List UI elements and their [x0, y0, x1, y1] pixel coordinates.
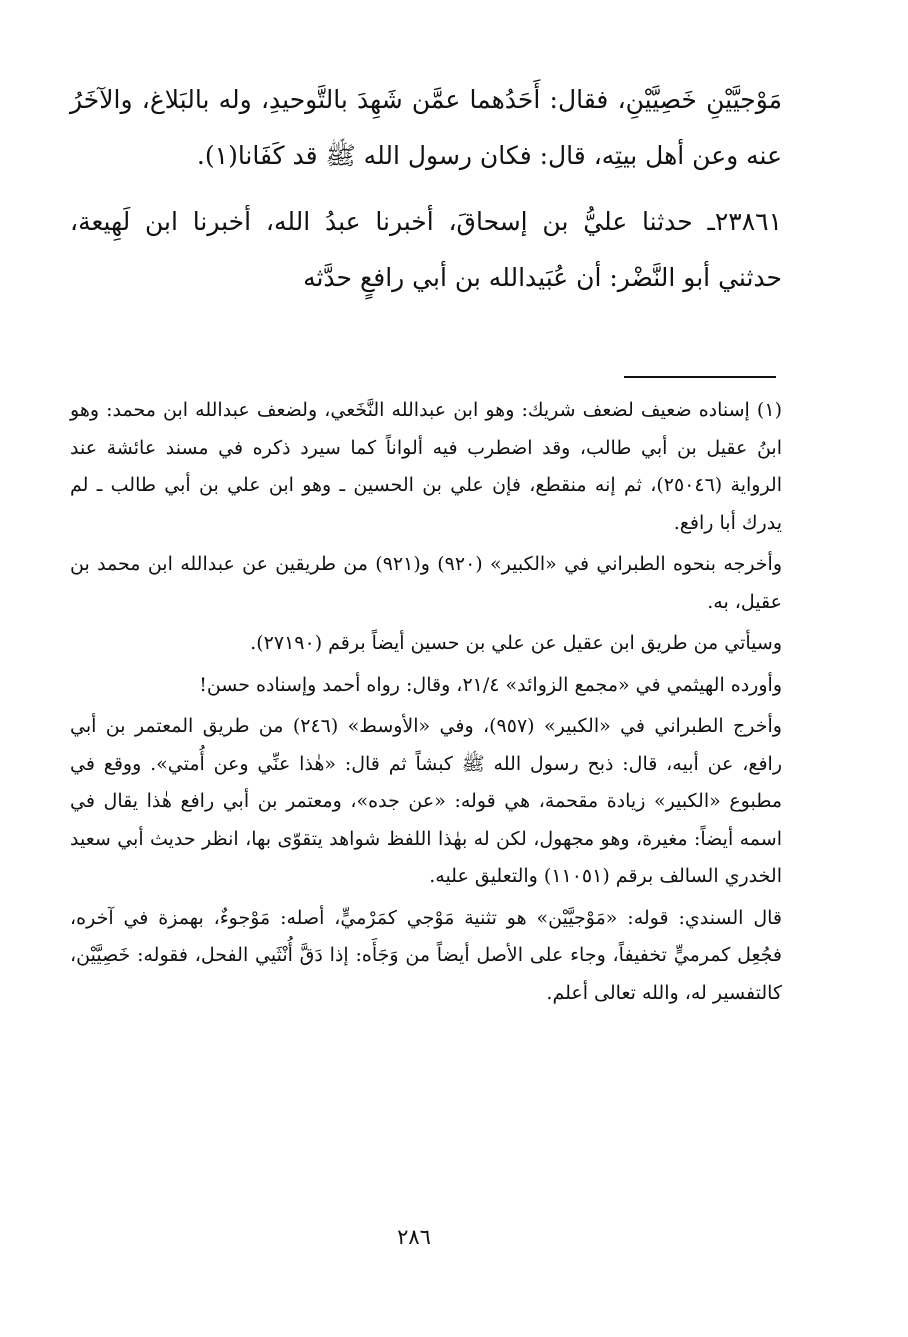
footnote-paragraph-2: وأخرجه بنحوه الطبراني في «الكبير» (٩٢٠) و(٩٢١) من طريقين عن عبدالله ابن محمد بن عقيل، به. [70, 553, 782, 613]
footnotes [70, 392, 782, 1012]
footnote-paragraph-1: (١) إسناده ضعيف لضعف شريك: وهو ابن عبدالله النَّخَعي، ولضعف عبدالله ابن محمد: وهو ابنُ عقيل بن أبي طالب، وقد اضطرب فيه ألواناً كما سيرد ذكره في مسند عائشة عند الرواية (٢٥٠٤٦)، ثم إنه منقطع، فإن علي بن الحسين ـ وهو ابن علي بن أبي طالب ـ لم يدرك أبا رافع. [70, 399, 782, 534]
page-number: ٢٨٦ [397, 1225, 431, 1249]
footnote-paragraph-3: وسيأتي من طريق ابن عقيل عن علي بن حسين أيضاً برقم (٢٧١٩٠). [250, 632, 782, 654]
footnote-separator [624, 376, 776, 378]
main-paragraph-1: مَوْجيَّيْنِ خَصِيَّيْنِ، فقال: أَحَدُهما عمَّن شَهِدَ بالتَّوحيدِ، وله بالبَلاغ، والآخَرُ عنه وعن أهل بيتِه، قال: فكان رسول الله ﷺ قد كَفَانا(١). [70, 85, 782, 170]
footnote-paragraph-4: وأورده الهيثمي في «مجمع الزوائد» ٢١/٤، وقال: رواه أحمد وإسناده حسن! [199, 673, 782, 696]
footnote-paragraph-5: وأخرج الطبراني في «الكبير» (٩٥٧)، وفي «الأوسط» (٢٤٦) من طريق المعتمر بن أبي رافع، عن أبيه، قال: ذبح رسول الله ﷺ كبشاً ثم قال: «هٰذا عنِّي وعن أُمتي». ووقع في مطبوع «الكبير» زيادة مقحمة، هي قوله: «عن جده»، ومعتمر بن أبي رافع هٰذا يقال في اسمه أيضاً: مغيرة، وهو مجهول، لكن له بهٰذا اللفظ شواهد يتقوّى بها، انظر حديث أبي سعيد الخدري السالف برقم (١١٠٥١) والتعليق عليه. [70, 715, 782, 887]
main-paragraph-2: ٢٣٨٦١ـ حدثنا عليُّ بن إسحاقَ، أخبرنا عبدُ الله، أخبرنا ابن لَهِيعة، حدثني أبو النَّضْر: أن عُبَيدالله بن أبي رافعٍ حدَّثه [70, 207, 782, 292]
footnote-paragraph-6: قال السندي: قوله: «مَوْجيَّيْن» هو تثنية مَوْجي كمَرْميٍّ، أصله: مَوْجوءٌ، بهمزة في آخره، فجُعِل كمرميٍّ تخفيفاً، وجاء على الأصل أيضاً من وَجَأَه: إذا دَقَّ أُنْثَيي الفحل، فقوله: خَصِيَّيْن، كالتفسير له، والله تعالى أعلم. [70, 906, 782, 1004]
main-text [70, 72, 782, 306]
